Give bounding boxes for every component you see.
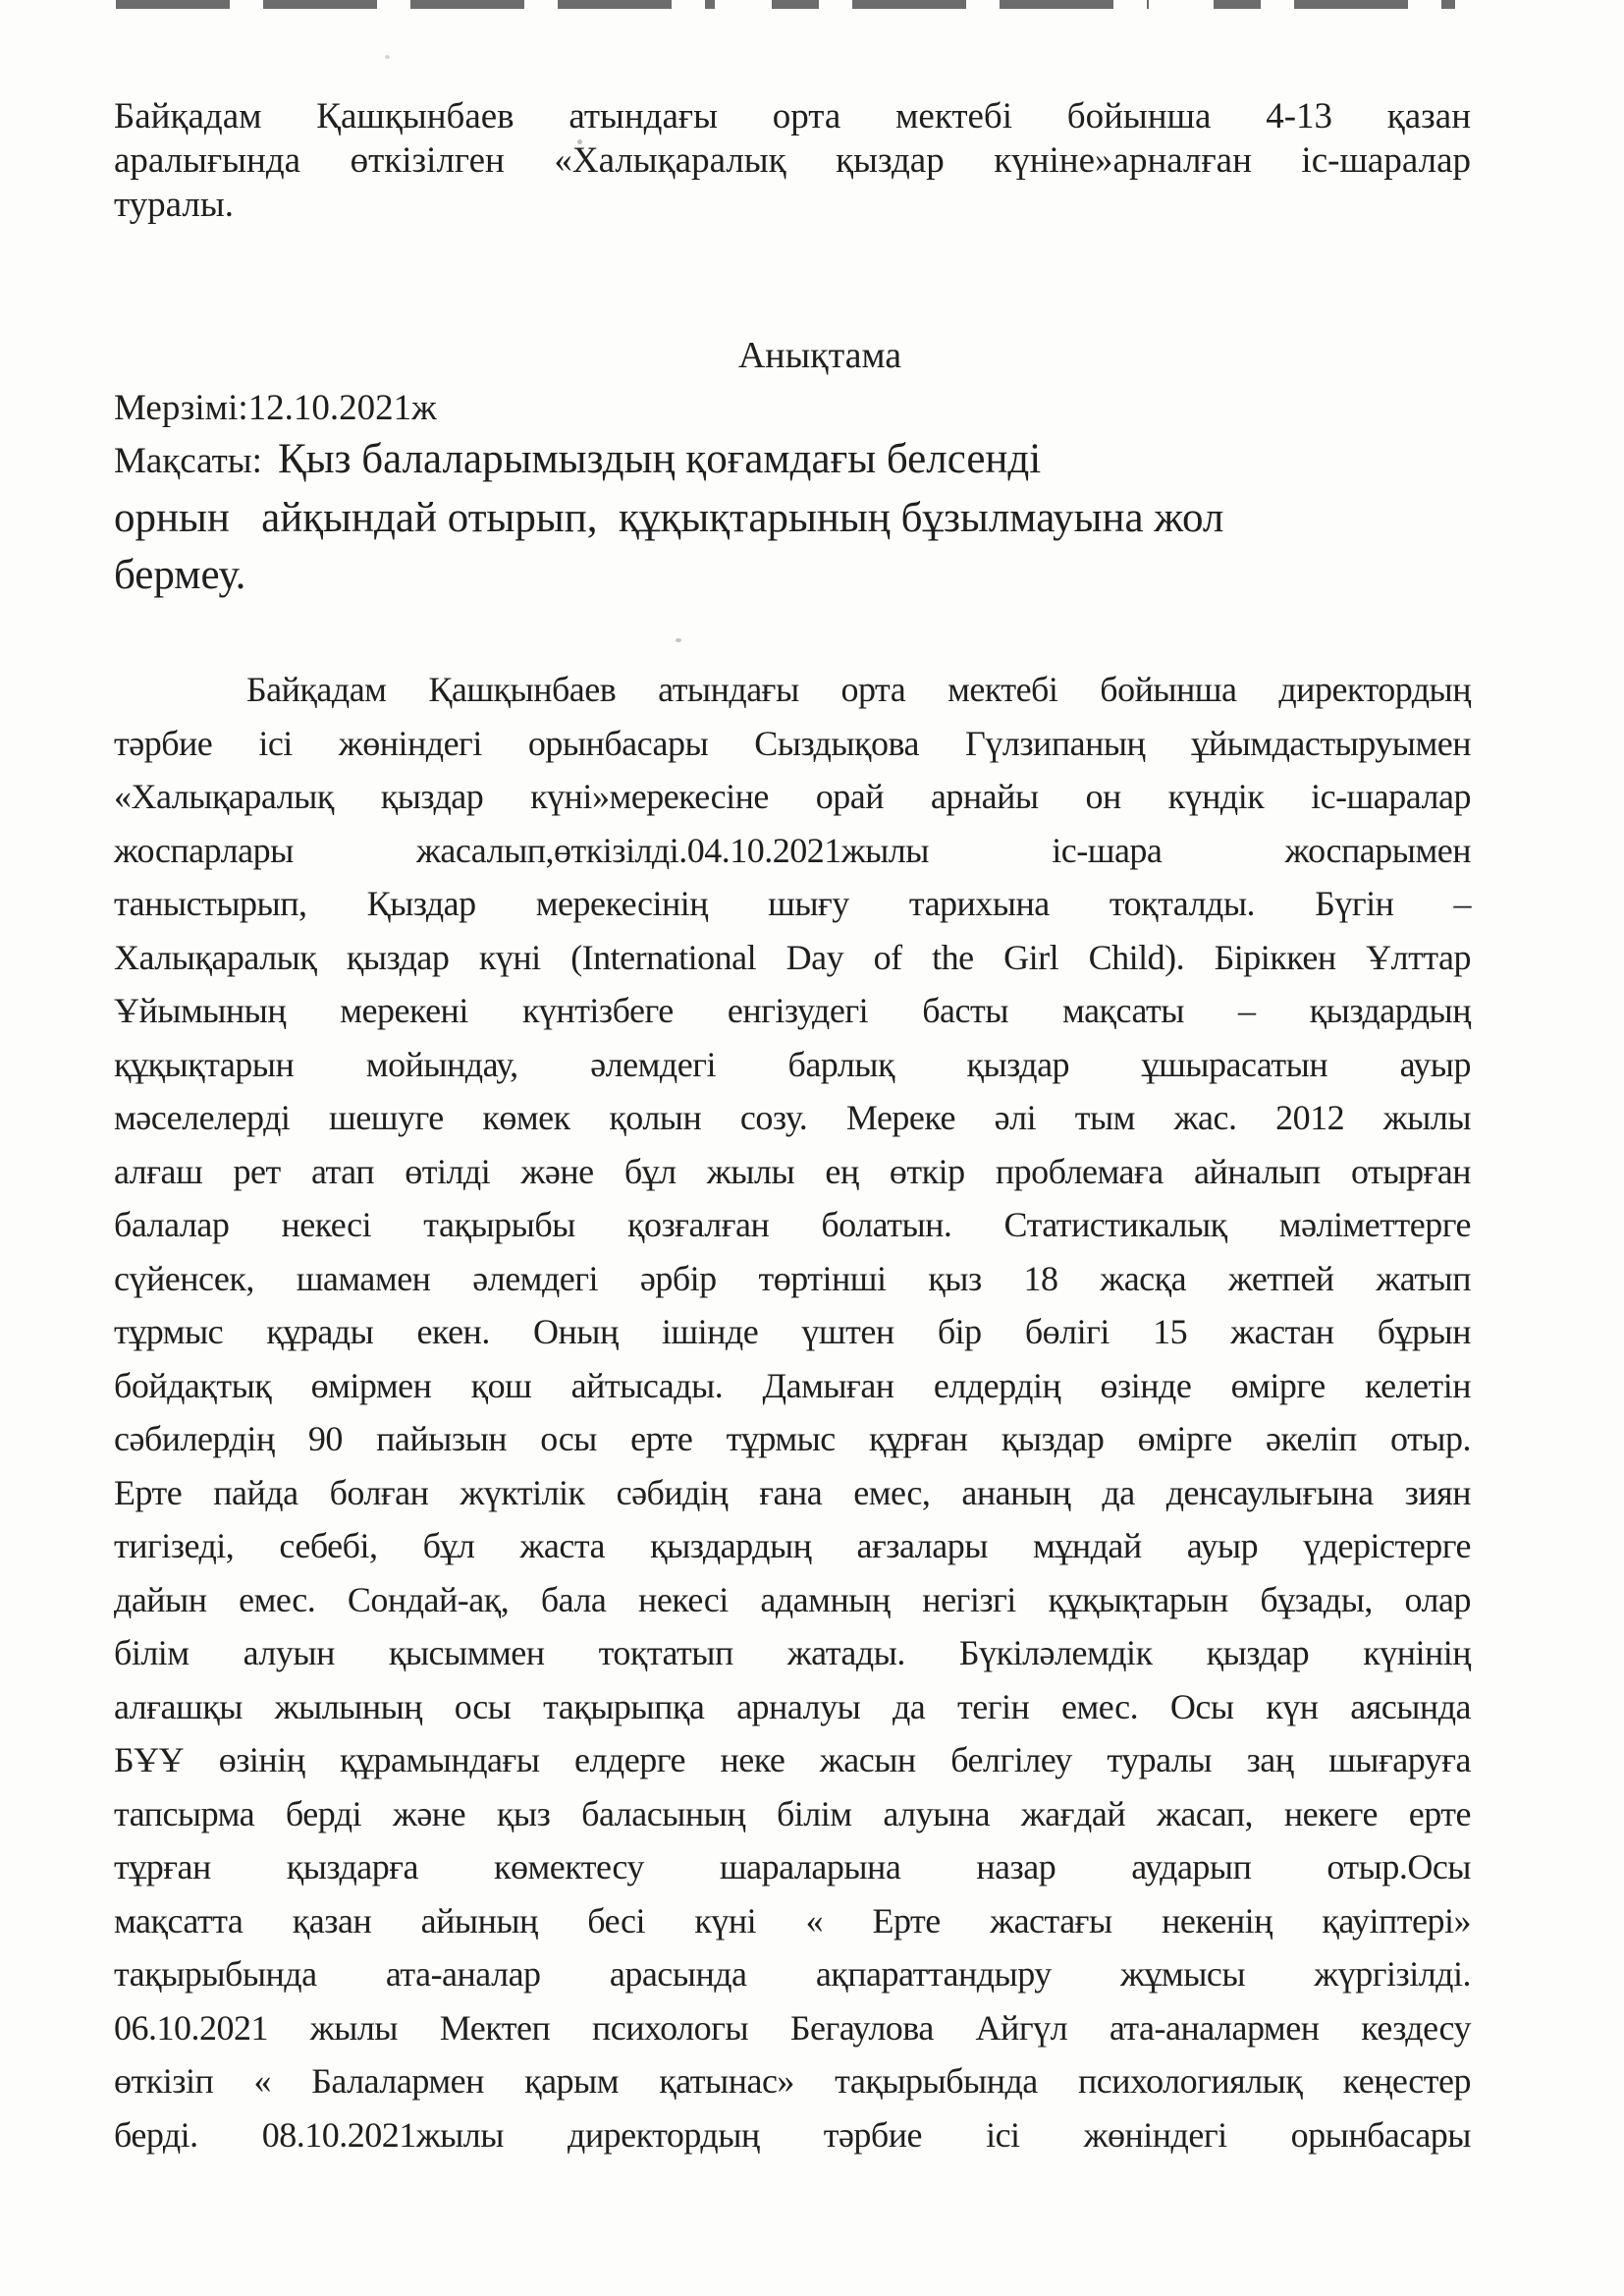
goal-text: Қыз балаларымыздың қоғамдағы белсенді [277, 436, 1042, 482]
body-line: тәрбие ісі жөніндегі орынбасары Сыздықова Гүлзипаның ұйымдастыруымен [114, 723, 1471, 763]
goal-line [114, 431, 1471, 490]
body-line: сәбилердің 90 пайызын осы ерте тұрмыс құрған қыздар өмірге әкеліп отыр. [114, 1419, 1471, 1458]
goal-line: бермеу. [114, 552, 246, 598]
scan-speck [385, 55, 390, 59]
body-line: БҰҰ өзінің құрамындағы елдерге неке жасын белгілеу туралы заң шығаруға [114, 1740, 1471, 1779]
body-line: балалар некесі тақырыбы қозғалған болатын. Статистикалық мәліметтерге [114, 1205, 1471, 1244]
body-line: тұрған қыздарға көмектесу шараларына назар аударып отыр.Осы [114, 1847, 1471, 1886]
header-paragraph-line: Байқадам Қашқынбаев атындағы орта мектебі бойынша 4-13 қазан [114, 96, 1471, 137]
body-line: тигізеді, себебі, бұл жаста қыздардың ағзалары мұндай ауыр үдерістерге [114, 1526, 1471, 1565]
body-line: Ерте пайда болған жүктілік сәбидің ғана емес, ананың да денсаулығына зиян [114, 1472, 1471, 1512]
body-line: Халықаралық қыздар күні (International Day of the Girl Child). Біріккен Ұлттар [114, 937, 1471, 977]
body-line: дайын емес. Сондай-ақ, бала некесі адамның негізгі құқықтарын бұзады, олар [114, 1579, 1471, 1619]
body-line: берді. 08.10.2021жылы директордың тәрбие ісі жөніндегі орынбасары [114, 2114, 1471, 2155]
body-line: құқықтарын мойындау, әлемдегі барлық қыздар ұшырасатын ауыр [114, 1044, 1471, 1084]
body-line: мәселелерді шешуге көмек қолын созу. Мереке әлі тым жас. 2012 жылы [114, 1098, 1471, 1137]
body-line: Байқадам Қашқынбаев атындағы орта мектебі бойынша директордың [246, 670, 1471, 709]
document-title: Анықтама [737, 335, 902, 376]
header-paragraph-line: туралы. [114, 185, 235, 225]
goal-label: Мақсаты: [114, 441, 262, 481]
body-line: алғаш рет атап өтілді және бұл жылы ең өткір проблемаға айналып отырған [114, 1151, 1471, 1191]
document-content [114, 94, 1471, 2161]
body-line: білім алуын қысыммен тоқтатып жатады. Бүкіләлемдік қыздар күнінің [114, 1633, 1471, 1672]
body-line: сүйенсек, шамамен әлемдегі әрбір төртінші қыз 18 жасқа жетпей жатып [114, 1258, 1471, 1298]
body-line: «Халықаралық қыздар күні»мерекесіне орай арнайы он күндік іс-шаралар [114, 777, 1471, 816]
body-line: алғашқы жылының осы тақырыпқа арналуы да тегін емес. Осы күн аясында [114, 1686, 1471, 1726]
body-line: мақсатта қазан айының бесі күні « Ерте жастағы некенің қауіптері» [114, 1900, 1471, 1941]
body-line: таныстырып, Қыздар мерекесінің шығу тарихына тоқталды. Бүгін – [114, 884, 1471, 923]
body-line: жоспарлары жасалып,өткізілді.04.10.2021жылы іс-шара жоспарымен [114, 830, 1471, 870]
scan-artifact-top-gaps [116, 0, 1455, 10]
body-line: бойдақтық өмірмен қош айтысады. Дамыған елдердің өзінде өмірге келетін [114, 1365, 1471, 1405]
goal-line: орнын айқындай отырып, құқықтарының бұзылмауына жол [114, 495, 1224, 541]
body-line: тақырыбында ата-аналар арасында ақпараттандыру жұмысы жүргізілді. [114, 1954, 1471, 1994]
header-paragraph-line: аралығында өткізілген «Халықаралық қыздар күніне»арналған іс-шаралар [114, 140, 1471, 181]
body-line: Ұйымының мерекені күнтізбеге енгізудегі басты мақсаты – қыздардың [114, 991, 1471, 1030]
body-line: өткізіп « Балалармен қарым қатынас» тақырыбында психологиялық кеңестер [114, 2061, 1471, 2101]
body-line: тапсырма берді және қыз баласының білім алуына жағдай жасап, некеге ерте [114, 1793, 1471, 1833]
body-line: 06.10.2021 жылы Мектеп психологы Бегаулова Айгүл ата-аналармен кездесу [114, 2007, 1471, 2048]
body-line: тұрмыс құрады екен. Оның ішінде үштен бір бөлігі 15 жастан бұрын [114, 1312, 1471, 1351]
date-line: Мерзімі:12.10.2021ж [114, 388, 437, 428]
body-paragraph [114, 663, 1471, 2161]
